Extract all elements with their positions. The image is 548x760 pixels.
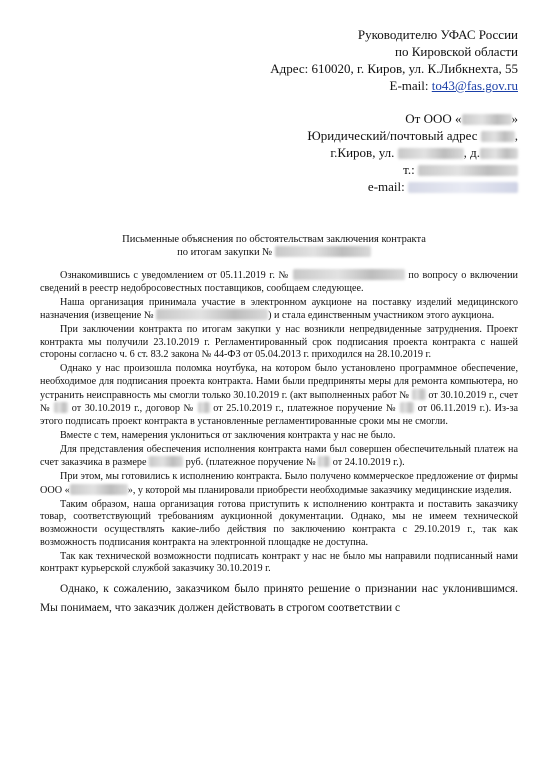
- sender-block: [307, 110, 518, 195]
- addressee-block: [270, 26, 518, 94]
- sender-email-label: e-mail:: [367, 179, 405, 194]
- paragraph-2-text-a: Наша организация принимала участие в электронном аукционе на поставку изделий медицинского назначения (извещение №: [40, 296, 518, 322]
- paragraph-4-text-d: от 25.10.2019 г., платежное поручение №: [213, 403, 397, 415]
- redacted-company-name: [462, 114, 512, 125]
- sender-city-line: [307, 144, 518, 161]
- redacted-contract-number: [198, 402, 210, 413]
- sender-phone-line: [307, 161, 518, 178]
- document-title: [0, 233, 548, 259]
- paragraph-4-text-a: Однако у нас произошла поломка ноутбука, на котором было установлено программное обеспечение, необходимое для подписания проекта контракта. Нами были предприняты меры для ремонта компьютера, но устранить неисправность мы смогли только 30.10.2019 г. (акт выполненных работ №: [40, 363, 518, 401]
- title-line-2: [0, 246, 548, 259]
- sender-company-line: [307, 110, 518, 127]
- redacted-email: [408, 182, 518, 193]
- paragraph-7-text-a: При этом, мы готовились к исполнению контракта. Было получено коммерческое предложение от фирмы ООО «: [40, 471, 518, 496]
- addressee-email-label: E-mail:: [389, 78, 432, 93]
- redacted-amount: [149, 456, 183, 467]
- paragraph-1-text-b: по вопросу о включении сведений в реестр недобросовестных поставщиков, сообщаем следующее.: [40, 270, 519, 294]
- sender-address-label: Юридический/почтовый адрес: [307, 128, 478, 143]
- redacted-street: [398, 148, 464, 159]
- paragraph-2-text-b: ) и стала единственным участником этого аукциона.: [268, 310, 495, 322]
- addressee-region: по Кировской области: [395, 44, 518, 59]
- paragraph-5: Вместе с тем, намерения уклониться от заключения контракта у нас не было.: [60, 429, 396, 441]
- paragraph-4-text-e: от 06.11.2019 г.). Из-за этого подписать проект контракта в установленные регламентированные сроки мы не смогли.: [40, 403, 518, 427]
- redacted-payment-order-number: [400, 402, 414, 413]
- redacted-purchase-number: [275, 246, 371, 257]
- sender-from-prefix: От ООО «: [405, 111, 462, 126]
- redacted-house: [480, 148, 518, 159]
- sender-city-prefix: г.Киров, ул.: [330, 145, 395, 160]
- sender-address-line: Юридический/почтовый адрес ,: [307, 128, 518, 143]
- document-body: [40, 269, 518, 619]
- paragraph-7: [40, 471, 518, 497]
- paragraph-4-text-b: от 30.10.2019 г., счет №: [40, 389, 519, 415]
- sender-phone-label: т.:: [403, 162, 415, 177]
- paragraph-6-text-b: руб. (платежное поручение №: [185, 457, 316, 469]
- paragraph-3: При заключении контракта по итогам закупки у нас возникли непредвиденные затруднения. Проект контракта мы получили 23.10.2019 г. Регламентированный срок подписания проекта контракта с нашей стороны согласно ч. 6 ст. 83.2 закона № 44-ФЗ от 05.04.2013 г. приходился на 28.10.2019 г.: [40, 324, 518, 361]
- sender-from-suffix: »: [511, 111, 518, 126]
- addressee-address: Адрес: 610020, г. Киров, ул. К.Либкнехта, 55: [270, 61, 518, 76]
- redacted-act-number: [412, 389, 426, 400]
- paragraph-2: [40, 297, 518, 323]
- redacted-invoice-number: [54, 402, 68, 413]
- paragraph-10: Однако, к сожалению, заказчиком было принято решение о признании нас уклонившимся. Мы понимаем, что заказчик должен действовать в строгом соответствии с: [40, 582, 518, 614]
- title-line-1: Письменные объяснения по обстоятельствам заключения контракта: [122, 234, 426, 245]
- paragraph-4: [40, 363, 518, 428]
- redacted-postcode: [481, 131, 515, 142]
- paragraph-4-text-c: от 30.10.2019 г., договор №: [71, 403, 195, 415]
- redacted-payment-number: [318, 456, 330, 467]
- redacted-supplier-name: [70, 484, 128, 495]
- sender-email-line: [307, 178, 518, 195]
- paragraph-1: [40, 269, 518, 295]
- redacted-phone: [418, 165, 518, 176]
- title-line-2-text: по итогам закупки №: [177, 247, 273, 258]
- addressee-title: Руководителю УФАС России: [357, 27, 518, 42]
- paragraph-9: Так как технической возможности подписать контракт у нас не было мы направили подписанный нами контракт курьерской службой заказчику 30.10.2019 г.: [40, 550, 518, 575]
- paragraph-1-text-a: Ознакомившись с уведомлением от 05.11.2019 г. №: [60, 270, 290, 281]
- addressee-email-link[interactable]: to43@fas.gov.ru: [431, 78, 518, 93]
- paragraph-6: [40, 444, 518, 470]
- addressee-email-line: [270, 77, 518, 94]
- paragraph-8: Таким образом, наша организация готова приступить к исполнению контракта и поставить заказчику товар, соответствующий требованиям аукционной документации. Однако, мы не имеем технической возможности осуществлять какие-либо действия по заключению контракта с 29.10.2019 г., так как возможность подписания контракта на электронной площадке не доступна.: [40, 498, 518, 548]
- paragraph-6-text-c: от 24.10.2019 г.).: [332, 457, 405, 469]
- redacted-tender-number: [156, 309, 268, 320]
- sender-house-prefix: , д.: [463, 145, 480, 160]
- paragraph-6-text-a: Для представления обеспечения исполнения контракта нами был совершен обеспечительный платеж на счет заказчика в размере: [40, 443, 518, 469]
- redacted-notice-number: [293, 269, 405, 280]
- paragraph-7-text-b: », у которой мы планировали приобрести необходимые заказчику медицинские изделия.: [127, 484, 512, 496]
